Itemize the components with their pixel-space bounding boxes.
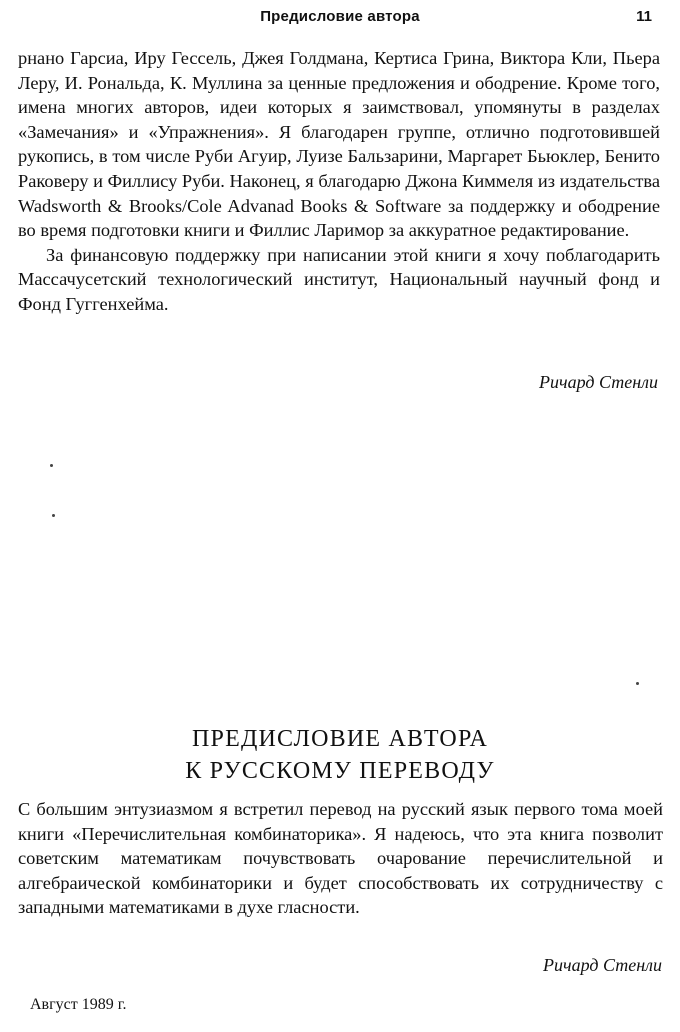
page-number: 11 bbox=[636, 8, 652, 25]
print-speck bbox=[52, 514, 55, 517]
funding-paragraph: За финансовую поддержку при написании этой книги я хочу поблагодарить Массачусетский технологический институт, Национальный научный фонд и Фонд Гуггенхейма. bbox=[18, 244, 660, 314]
running-title: Предисловие автора bbox=[260, 8, 420, 25]
title-line-2: К РУССКОМУ ПЕРЕВОДУ bbox=[185, 758, 495, 784]
russian-preface-body bbox=[18, 797, 663, 920]
print-speck bbox=[636, 682, 639, 685]
author-signature: Ричард Стенли bbox=[539, 372, 658, 392]
print-speck bbox=[50, 464, 53, 467]
russian-preface-paragraph: С большим энтузиазмом я встретил перевод на русский язык первого тома моей книги «Перечислительная комбинаторика». Я надеюсь, что эта книга позволит советским математикам почувствовать очарование перечислительной и алгебраической комбинаторики и будет способствовать их сотрудничеству с западными математиками в духе гласности. bbox=[18, 799, 663, 918]
acknowledgements-section bbox=[18, 46, 660, 317]
acknowledgements-paragraph: рнано Гарсиа, Иру Гессель, Джея Голдмана, Кертиса Грина, Виктора Кли, Пьера Леру, И. Рональда, К. Муллина за ценные предложения и ободрение. Кроме того, имена многих авторов, идеи которых я заимствовал, упомянуты в разделах «Замечания» и «Упражнения». Я благодарен группе, отлично подготовившей рукопись, в том числе Руби Агуир, Луизе Бальзарини, Маргарет Бьюклер, Бенито Раковеру и Филлису Руби. Наконец, я благодарю Джона Киммеля из издательства Wadsworth & Brooks/Cole Advanad Books & Software за поддержку и ободрение во время подготовки книги и Филлис Ларимор за аккуратное редактирование. bbox=[18, 48, 660, 241]
author-signature-2: Ричард Стенли bbox=[543, 955, 662, 975]
russian-preface-title bbox=[0, 723, 680, 787]
title-line-1: ПРЕДИСЛОВИЕ АВТОРА bbox=[192, 726, 488, 752]
preface-date: Август 1989 г. bbox=[30, 996, 127, 1013]
running-head bbox=[0, 0, 680, 40]
